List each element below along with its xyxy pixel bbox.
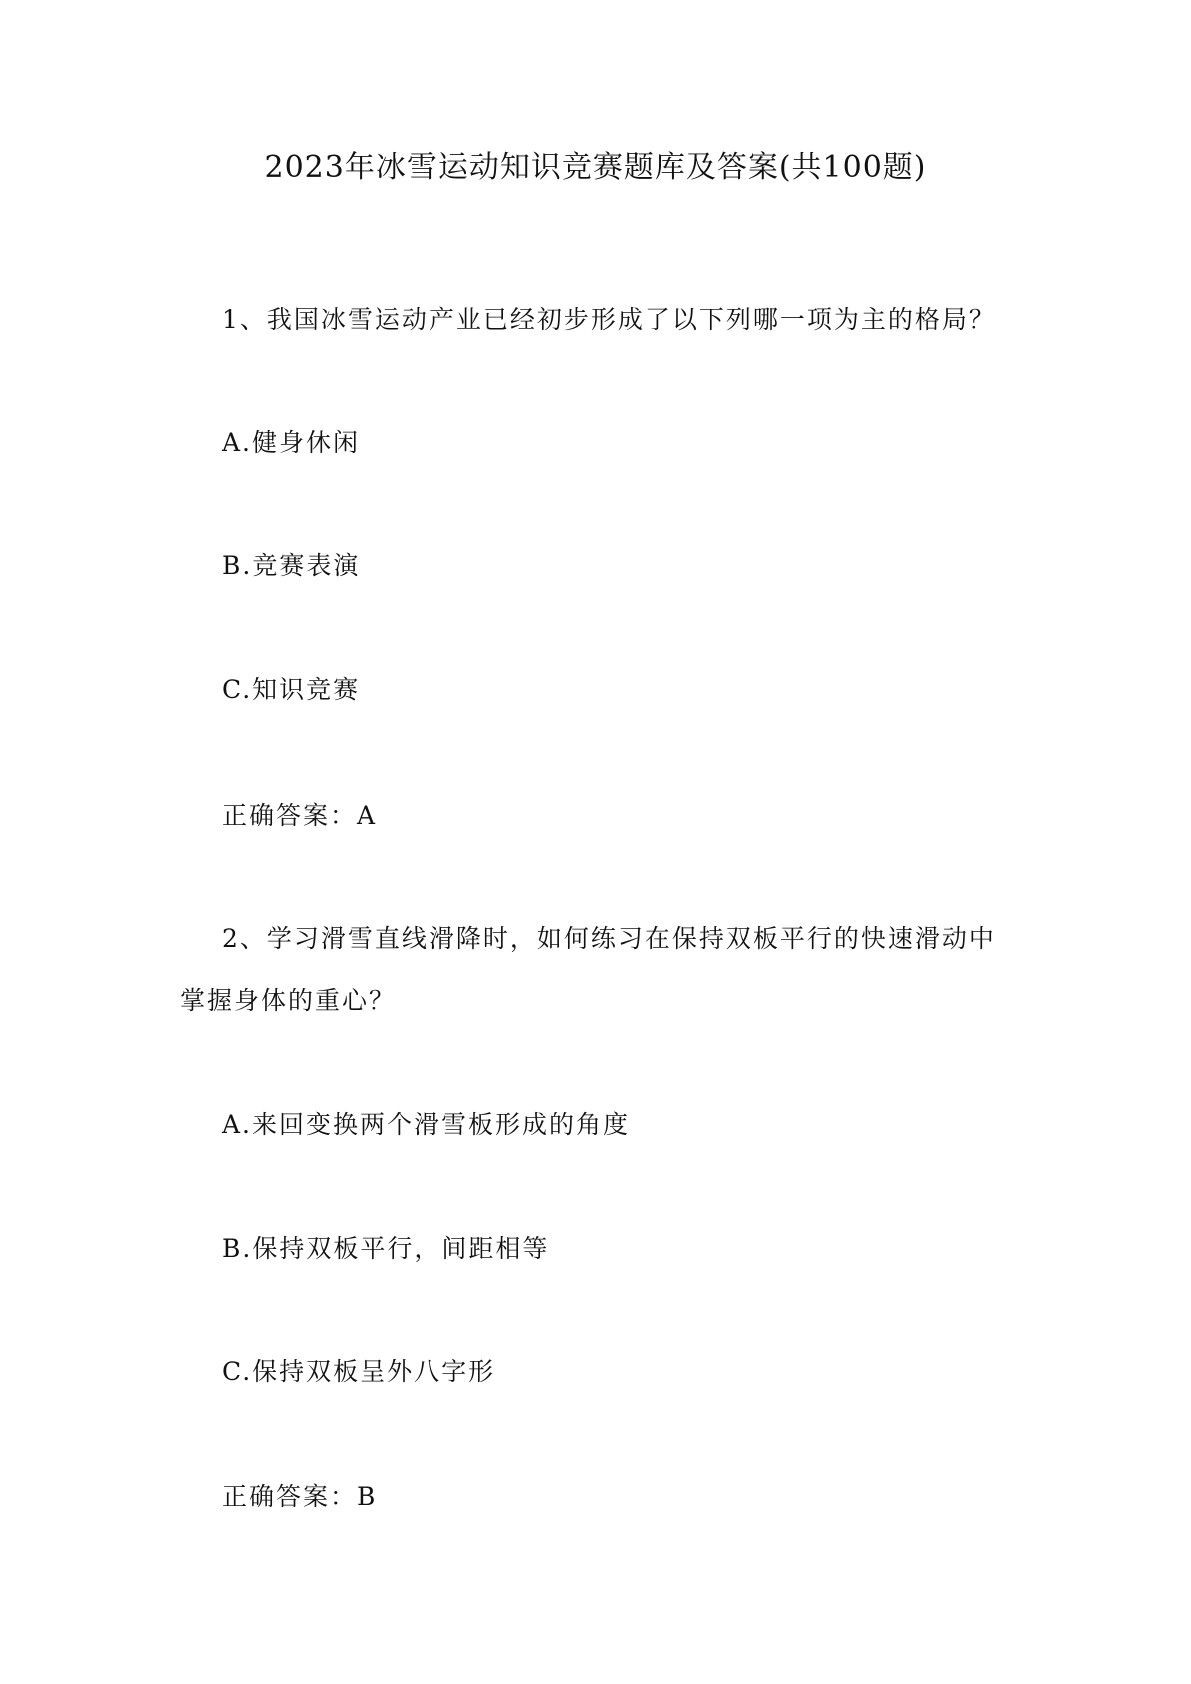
- question-2-option-a: A.来回变换两个滑雪板形成的角度: [222, 1110, 631, 1139]
- document-title: 2023年冰雪运动知识竞赛题库及答案(共100题): [264, 150, 927, 185]
- question-2-stem-line-1: 2、学习滑雪直线滑降时，如何练习在保持双板平行的快速滑动中: [222, 924, 996, 953]
- question-2-option-c: C.保持双板呈外八字形: [222, 1357, 496, 1386]
- question-1-option-c: C.知识竞赛: [222, 675, 361, 704]
- question-1-option-a: A.健身休闲: [222, 428, 361, 457]
- question-1-option-b: B.竞赛表演: [222, 551, 361, 580]
- question-1-stem: 1、我国冰雪运动产业已经初步形成了以下列哪一项为主的格局？: [222, 305, 996, 334]
- question-2-option-b: B.保持双板平行，间距相等: [222, 1234, 550, 1263]
- question-2-answer: 正确答案：B: [222, 1482, 378, 1511]
- question-2-stem-line-2: 掌握身体的重心？: [180, 986, 397, 1015]
- question-1-answer: 正确答案：A: [222, 801, 378, 830]
